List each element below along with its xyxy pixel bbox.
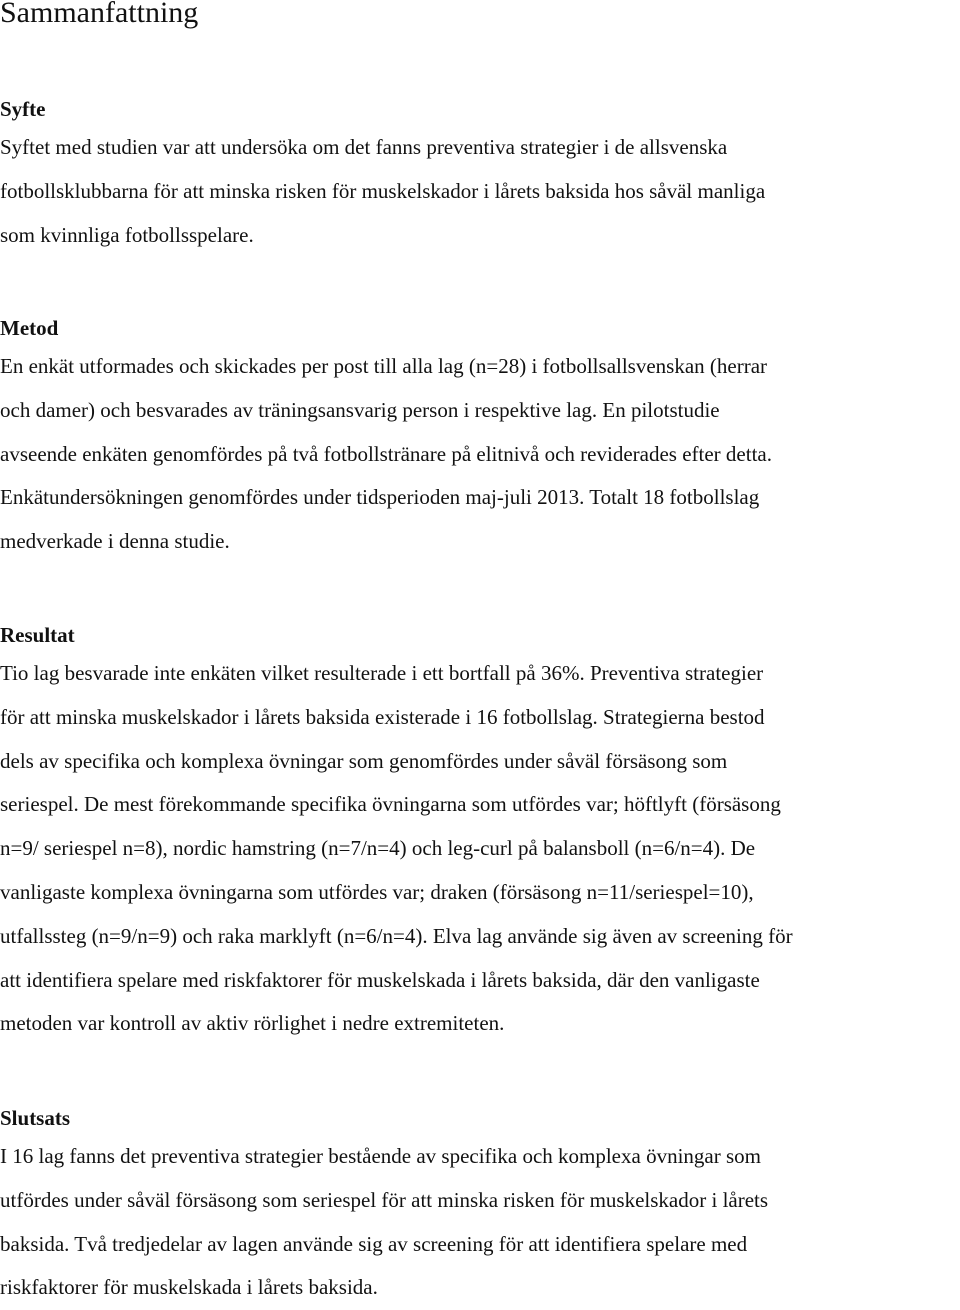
section-heading-syfte: Syfte [0,97,46,121]
text-line: att identifiera spelare med riskfaktorer för muskelskada i lårets baksida, där den vanligaste [0,967,760,992]
text-line: Tio lag besvarade inte enkäten vilket resulterade i ett bortfall på 36%. Preventiva strategier [0,661,764,685]
text-line: Enkätundersökningen genomfördes under tidsperioden maj-juli 2013. Totalt 18 fotbollslag [0,485,760,510]
text-line: baksida. Två tredjedelar av lagen använde sig av screening för att identifiera spelare med [0,1231,748,1256]
section-slutsats [0,1103,960,1308]
text-line: utfördes under såväl försäsong som seriespel för att minska risken för muskelskador i lårets [0,1187,769,1212]
section-body-resultat [0,652,960,1046]
section-resultat [0,620,960,1044]
text-line: fotbollsklubbarna för att minska risken för muskelskador i lårets baksida hos såväl manliga [0,178,766,203]
section-metod [0,313,960,562]
text-line: vanligaste komplexa övningarna som utfördes var; draken (försäsong n=11/seriespel=10), [0,879,754,904]
section-body-slutsats [0,1135,960,1310]
section-body-syfte [0,126,960,257]
text-line: n=9/ seriespel n=8), nordic hamstring (n=7/n=4) och leg-curl på balansboll (n=6/n=4). De [0,836,756,861]
text-line: seriespel. De mest förekommande specifika övningarna som utfördes var; höftlyft (försäsong [0,792,781,817]
text-line: medverkade i denna studie. [0,529,230,554]
text-line: utfallssteg (n=9/n=9) och raka marklyft (n=6/n=4). Elva lag använde sig även av screening för [0,923,793,948]
text-line: dels av specifika och komplexa övningar som genomfördes under såväl försäsong som [0,748,728,773]
text-line: för att minska muskelskador i lårets baksida existerade i 16 fotbollslag. Strategierna bestod [0,704,765,729]
text-line: avseende enkäten genomfördes på två fotbollstränare på elitnivå och reviderades efter detta. [0,441,772,466]
text-line: metoden var kontroll av aktiv rörlighet i nedre extremiteten. [0,1011,505,1036]
text-line: I 16 lag fanns det preventiva strategier bestående av specifika och komplexa övningar som [0,1144,761,1168]
text-line: som kvinnliga fotbollsspelare. [0,222,254,247]
section-syfte [0,94,960,255]
text-line: En enkät utformades och skickades per post till alla lag (n=28) i fotbollsallsvenskan (herrar [0,354,768,378]
section-heading-slutsats: Slutsats [0,1106,71,1130]
page-title: Sammanfattning [0,0,199,29]
text-line: Syftet med studien var att undersöka om det fanns preventiva strategier i de allsvenska [0,135,728,159]
section-heading-metod: Metod [0,316,59,340]
section-heading-resultat: Resultat [0,623,75,647]
text-line: och damer) och besvarades av träningsansvarig person i respektive lag. En pilotstudie [0,397,720,422]
section-body-metod [0,345,960,564]
text-line: riskfaktorer för muskelskada i lårets baksida. [0,1275,378,1300]
